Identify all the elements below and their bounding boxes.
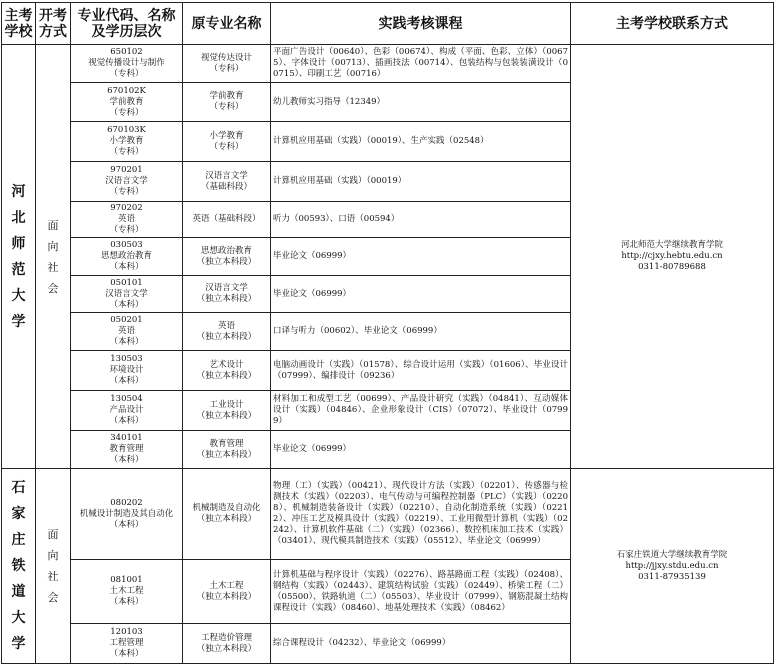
original-major-cell: 汉语言文学 （基础科段） xyxy=(183,162,271,202)
contact-cell: 石家庄铁道大学继续教育学院 http://jjxy.stdu.edu.cn 0311-87935139 xyxy=(571,469,774,664)
original-major-cell: 学前教育 （专科） xyxy=(183,83,271,122)
header-course: 实践考核课程 xyxy=(271,3,571,45)
original-major-cell: 工程造价管理 （独立本科段） xyxy=(183,624,271,664)
header-row xyxy=(2,3,774,45)
major-code-cell: 050201 英语 （本科） xyxy=(71,313,183,351)
major-code-cell: 130504 产品设计 （本科） xyxy=(71,391,183,431)
major-code-cell: 030503 思想政治教育 （本科） xyxy=(71,238,183,276)
practice-course-cell: 计算机应用基础（实践）（00019）、生产实践（02548） xyxy=(271,122,571,162)
practice-course-cell: 听力（00593）、口语（00594） xyxy=(271,202,571,238)
original-major-cell: 工业设计 （独立本科段） xyxy=(183,391,271,431)
major-code-cell: 120103 工程管理 （本科） xyxy=(71,624,183,664)
practice-course-cell: 物理（工）（实践）（00421）、现代设计方法（实践）（02201）、传感器与检测技术（实践）（02203）、电气传动与可编程控制器（PLC）（实践）（02208）、机械制造装备设计（实践）（02210）、自动化制造系统（实践）（02212）、冲压工艺及模具设计（实践）（02219）、工业用微型计算机（实践）（02242）、计算机软件基础（二）（实践）（02366）、数控机床加工技术（实践）（03401）、现代模具制造技术（实践）（05512）、毕业论文（06999） xyxy=(271,469,571,560)
major-code-cell: 050101 汉语言文学 （本科） xyxy=(71,276,183,313)
original-major-cell: 英语 （独立本科段） xyxy=(183,313,271,351)
original-major-cell: 英语（基础科段） xyxy=(183,202,271,238)
table-row xyxy=(2,469,774,560)
practice-course-cell: 毕业论文（06999） xyxy=(271,238,571,276)
practice-course-cell: 电脑动画设计（实践）（01578）、综合设计运用（实践）（01606）、毕业设计（07999）、编排设计（09236） xyxy=(271,351,571,391)
major-code-cell: 970201 汉语言文学 （专科） xyxy=(71,162,183,202)
major-code-cell: 081001 土木工程 （本科） xyxy=(71,560,183,624)
major-code-cell: 080202 机械设计制造及其自动化 （本科） xyxy=(71,469,183,560)
header-code: 专业代码、名称及学历层次 xyxy=(71,3,183,45)
practice-course-cell: 幼儿教师实习指导（12349） xyxy=(271,83,571,122)
table-row xyxy=(2,45,774,83)
major-code-cell: 340101 教育管理 （本科） xyxy=(71,431,183,469)
original-major-cell: 视觉传达设计 （专科） xyxy=(183,45,271,83)
contact-cell: 河北师范大学继续教育学院 http://cjxy.hebtu.edu.cn 0311-80789688 xyxy=(571,45,774,469)
major-code-cell: 670103K 小学教育 （专科） xyxy=(71,122,183,162)
practice-course-cell: 平面广告设计（00640）、色彩（00674）、构成（平面、色彩、立体）（00675）、字体设计（00713）、插画技法（00714）、包装结构与包装装潢设计（00715）、印刷工艺（00716） xyxy=(271,45,571,83)
original-major-cell: 土木工程 （独立本科段） xyxy=(183,560,271,624)
original-major-cell: 艺术设计 （独立本科段） xyxy=(183,351,271,391)
practice-course-cell: 毕业论文（06999） xyxy=(271,431,571,469)
header-mode: 开考方式 xyxy=(36,3,71,45)
major-code-cell: 130503 环境设计 （本科） xyxy=(71,351,183,391)
original-major-cell: 小学教育 （专科） xyxy=(183,122,271,162)
major-code-cell: 970202 英语 （专科） xyxy=(71,202,183,238)
original-major-cell: 思想政治教育 （独立本科段） xyxy=(183,238,271,276)
header-contact: 主考学校联系方式 xyxy=(571,3,774,45)
practice-course-cell: 计算机基础与程序设计（实践）（02276）、路基路面工程（实践）（02408）、钢结构（实践）（02443）、建筑结构试验（实践）（02449）、桥梁工程（二）（05500）、铁路轨道（二）（05503）、毕业设计（07999）、钢筋混凝土结构课程设计（实践）（08460）、地基处理技术（实践）（08462） xyxy=(271,560,571,624)
practice-course-cell: 综合课程设计（04232）、毕业论文（06999） xyxy=(271,624,571,664)
header-orig: 原专业名称 xyxy=(183,3,271,45)
practice-exam-table xyxy=(1,2,774,664)
practice-course-cell: 口译与听力（00602）、毕业论文（06999） xyxy=(271,313,571,351)
original-major-cell: 汉语言文学 （独立本科段） xyxy=(183,276,271,313)
major-code-cell: 650102 视觉传播设计与制作 （专科） xyxy=(71,45,183,83)
exam-mode-cell: 面向社会 xyxy=(36,469,71,664)
practice-course-cell: 计算机应用基础（实践）（00019） xyxy=(271,162,571,202)
original-major-cell: 机械制造及自动化 （独立本科段） xyxy=(183,469,271,560)
practice-course-cell: 材料加工和成型工艺（00699）、产品设计研究（实践）（04841）、互动媒体设计（实践）（04846）、企业形象设计（CIS）（07072）、毕业设计（07999） xyxy=(271,391,571,431)
original-major-cell: 教育管理 （独立本科段） xyxy=(183,431,271,469)
practice-course-cell: 毕业论文（06999） xyxy=(271,276,571,313)
exam-mode-cell: 面向社会 xyxy=(36,45,71,469)
school-name-cell: 石家庄铁道大学 xyxy=(2,469,36,664)
header-school: 主考学校 xyxy=(2,3,36,45)
major-code-cell: 670102K 学前教育 （专科） xyxy=(71,83,183,122)
school-name-cell: 河北师范大学 xyxy=(2,45,36,469)
